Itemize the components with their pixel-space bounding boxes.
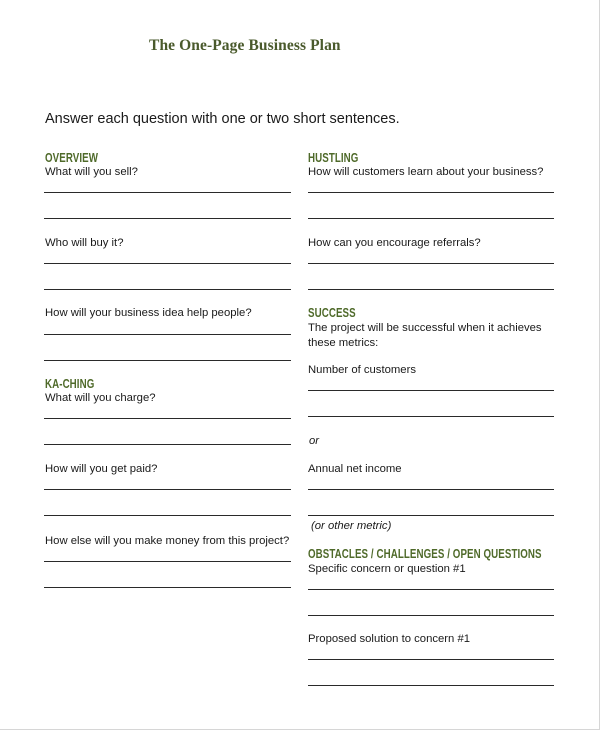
kaching-question-charge: What will you charge? [45,392,156,404]
kaching-heading: KA-CHING [45,377,95,391]
hustling-question-referrals: How can you encourage referrals? [308,237,481,249]
page-title: The One-Page Business Plan [149,37,341,54]
success-or: or [309,435,320,447]
obstacles-solution: Proposed solution to concern #1 [308,633,471,645]
answer-line[interactable] [44,218,291,219]
answer-line[interactable] [308,218,554,219]
answer-line[interactable] [44,360,291,361]
answer-line[interactable] [44,515,291,516]
success-heading: SUCCESS [308,306,356,320]
overview-heading: OVERVIEW [45,151,99,165]
answer-line[interactable] [308,416,554,417]
overview-question-buyer: Who will buy it? [45,237,124,249]
success-metric-income: Annual net income [308,463,402,475]
hustling-heading: HUSTLING [308,151,359,165]
success-intro: The project will be successful when it achieves these metrics: [308,322,542,349]
answer-line[interactable] [308,192,554,193]
answer-line[interactable] [308,515,554,516]
kaching-question-other-money: How else will you make money from this project? [45,535,290,547]
overview-question-help: How will your business idea help people? [45,307,252,319]
answer-line[interactable] [308,615,554,616]
answer-line[interactable] [44,334,291,335]
answer-line[interactable] [308,589,554,590]
answer-line[interactable] [44,587,291,588]
success-metric-customers: Number of customers [308,364,416,376]
answer-line[interactable] [44,263,291,264]
obstacles-heading: OBSTACLES / CHALLENGES / OPEN QUESTIONS [308,547,542,561]
answer-line[interactable] [44,489,291,490]
answer-line[interactable] [44,561,291,562]
answer-line[interactable] [44,444,291,445]
kaching-question-paid: How will you get paid? [45,463,158,475]
answer-line[interactable] [308,659,554,660]
instructions-text: Answer each question with one or two short sentences. [45,111,400,127]
answer-line[interactable] [44,192,291,193]
answer-line[interactable] [44,289,291,290]
answer-line[interactable] [44,418,291,419]
answer-line[interactable] [308,289,554,290]
answer-line[interactable] [308,263,554,264]
answer-line[interactable] [308,390,554,391]
overview-question-sell: What will you sell? [45,166,138,178]
answer-line[interactable] [308,685,554,686]
obstacles-concern: Specific concern or question #1 [308,563,466,575]
hustling-question-learn: How will customers learn about your business? [308,166,544,178]
success-other-metric: (or other metric) [311,520,392,532]
answer-line[interactable] [308,489,554,490]
